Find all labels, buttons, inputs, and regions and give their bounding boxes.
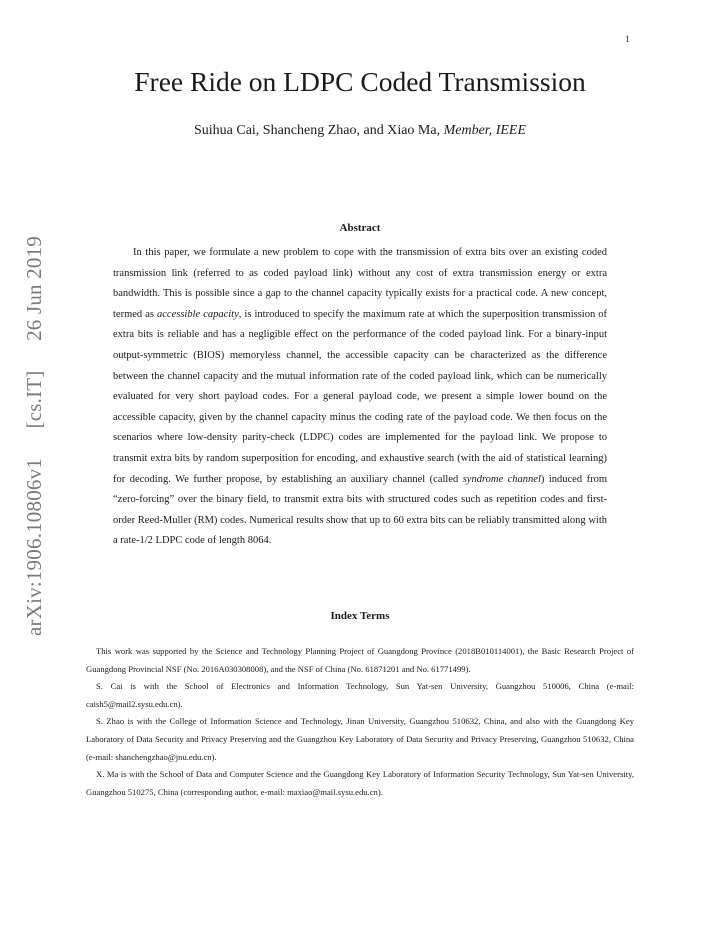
abstract-term-accessible-capacity: accessible capacity bbox=[157, 308, 239, 320]
abstract-paragraph bbox=[113, 243, 607, 552]
abstract-text-1: In this paper, we formulate a new problem to cope with the transmission of extra bits over an existing coded transmission link (referred to as coded payload link) without any cost of extra transmission energy or extra bandwidth. This is possible since a gap to the channel capacity typically exists for a practical code. A new concept, termed as bbox=[113, 247, 607, 320]
page-number: 1 bbox=[625, 34, 630, 44]
arxiv-stamp bbox=[22, 236, 48, 636]
footnotes bbox=[86, 643, 634, 801]
index-terms-heading: Index Terms bbox=[330, 610, 390, 622]
footnote-cai: S. Cai is with the School of Electronics and Information Technology, Sun Yat-sen University, Guangzhou 510006, China (e-mail: caish5@mail2.sysu.edu.cn). bbox=[86, 681, 634, 709]
arxiv-date: 26 Jun 2019 bbox=[22, 236, 46, 341]
footnote-zhao: S. Zhao is with the College of Information Science and Technology, Jinan University, Guangzhou 510632, China, and also with the Guangdong Key Laboratory of Data Security and Privacy Preserving and the Guangzhou Key Laboratory of Data Security and Privacy Preserving, Guangzhou 510632, China (e-mail: shanchengzhao@jnu.edu.cn). bbox=[86, 716, 634, 762]
author-names: Suihua Cai, Shancheng Zhao, and Xiao Ma, bbox=[193, 123, 441, 138]
footnote-ma: X. Ma is with the School of Data and Computer Science and the Guangdong Key Laboratory of Information Security Technology, Sun Yat-sen University, Guangzhou 510275, China (corresponding author, e-mail: maxiao@mail.sysu.edu.cn). bbox=[86, 769, 634, 797]
footnote-funding: This work was supported by the Science and Technology Planning Project of Guangdong Province (2018B010114001), the Basic Research Project of Guangdong Provincial NSF (No. 2016A030308008), and the NSF of China (No. 61871201 and No. 61771499). bbox=[86, 646, 634, 674]
paper-title: Free Ride on LDPC Coded Transmission bbox=[134, 66, 586, 97]
abstract-text-3: ) induced from “zero-forcing” over the binary field, to transmit extra bits with structured codes such as repetition codes and first-order Reed-Muller (RM) codes. Numerical results show that up to 60 extra bits can be reliably transmitted along with a rate-1/2 LDPC code of length 8064. bbox=[113, 473, 607, 547]
author-membership: Member, IEEE bbox=[443, 123, 527, 138]
abstract-text-2: , is introduced to specify the maximum rate at which the superposition transmission of extra bits is reliable and has a negligible effect on the performance of the coded payload link. For a binary-input output-symmetric (BIOS) memoryless channel, the accessible capacity can be characterized as the difference between the channel capacity and the mutual information rate of the coded payload link, which can be numerically evaluated for very short payload codes. For a general payload code, we present a simple lower bound on the accessible capacity, given by the channel capacity minus the coding rate of the payload code. We then focus on the scenarios where low-density parity-check (LDPC) codes are implemented for the payload link. We propose to transmit extra bits by random superposition for encoding, and exhaustive search (with the aid of statistical learning) for decoding. We further propose, by establishing an auxiliary channel (called bbox=[113, 308, 607, 485]
arxiv-id: arXiv:1906.10806v1 bbox=[22, 458, 46, 636]
abstract-body bbox=[113, 243, 607, 552]
author-line bbox=[60, 122, 660, 140]
arxiv-category: [cs.IT] bbox=[22, 370, 46, 429]
abstract-heading: Abstract bbox=[339, 222, 381, 234]
abstract-term-syndrome-channel: syndrome channel bbox=[462, 473, 541, 485]
